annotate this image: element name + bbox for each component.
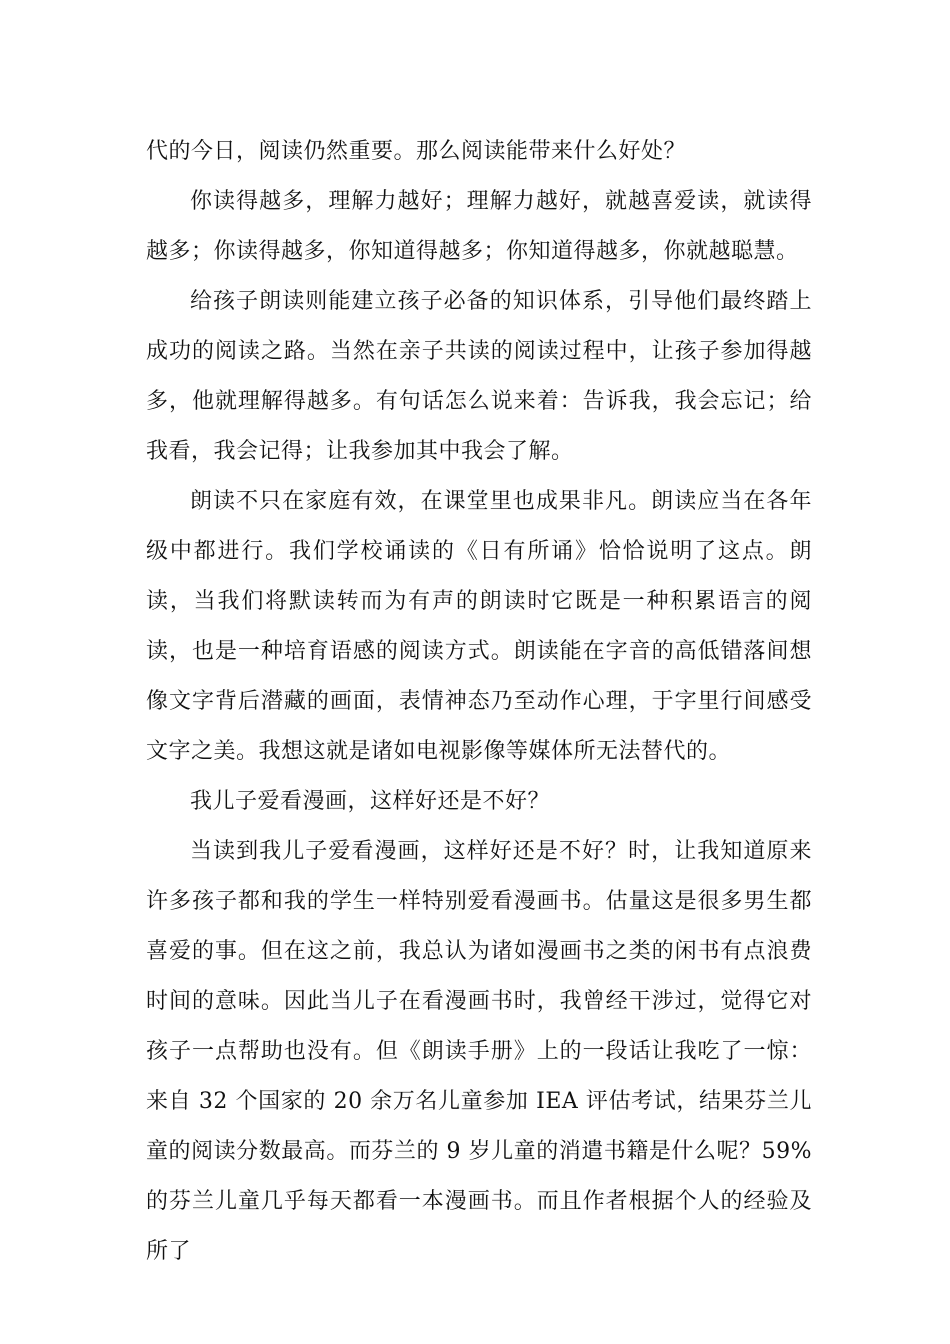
document-body [146,127,812,1277]
paragraph: 朗读不只在家庭有效，在课堂里也成果非凡。朗读应当在各年级中都进行。我们学校诵读的《日有所诵》恰恰说明了这点。朗读，当我们将默读转而为有声的朗读时它既是一种积累语言的阅读，也是一种培育语感的阅读方式。朗读能在字音的高低错落间想像文字背后潜藏的画面，表情神态乃至动作心理，于字里行间感受文字之美。我想这就是诸如电视影像等媒体所无法替代的。 [146,489,812,764]
section-heading: 我儿子爱看漫画，这样好还是不好？ [190,789,551,814]
paragraph-continuation: 代的今日，阅读仍然重要。那么阅读能带来什么好处？ [146,139,687,164]
paragraph: 你读得越多，理解力越好；理解力越好，就越喜爱读，就读得越多；你读得越多，你知道得越多；你知道得越多，你就越聪慧。 [146,189,812,264]
paragraph: 当读到我儿子爱看漫画，这样好还是不好？时，让我知道原来许多孩子都和我的学生一样特别爱看漫画书。估量这是很多男生都喜爱的事。但在这之前，我总认为诸如漫画书之类的闲书有点浪费时间的意味。因此当儿子在看漫画书时，我曾经干涉过，觉得它对孩子一点帮助也没有。但《朗读手册》上的一段话让我吃了一惊：来自 32 个国家的 20 余万名儿童参加 IEA 评估考试，结果芬兰儿童的阅读分数最高。而芬兰的 9 岁儿童的消遣书籍是什么呢？59%的芬兰儿童几乎每天都看一本漫画书。而且作者根据个人的经验及所了 [146,839,812,1264]
paragraph: 给孩子朗读则能建立孩子必备的知识体系，引导他们最终踏上成功的阅读之路。当然在亲子共读的阅读过程中，让孩子参加得越多，他就理解得越多。有句话怎么说来着：告诉我，我会忘记；给我看，我会记得；让我参加其中我会了解。 [146,289,812,464]
